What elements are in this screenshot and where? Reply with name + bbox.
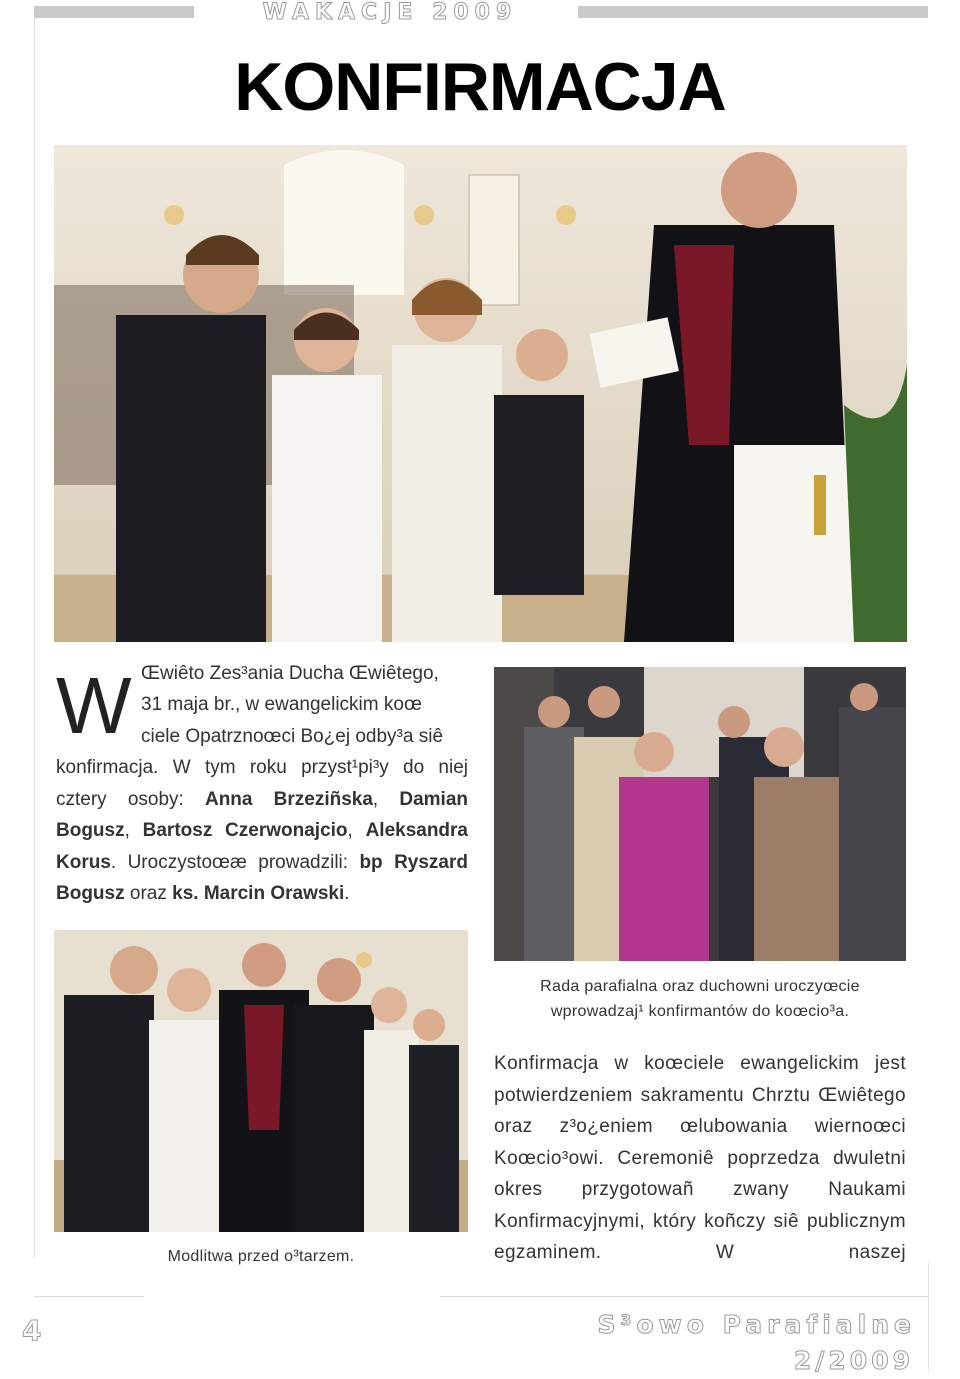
footer-vertical-rule [928, 1262, 929, 1372]
header-bar-right [578, 6, 928, 18]
clergy-name: bp Ryszard Bogusz [56, 851, 468, 904]
separator: , [372, 788, 400, 810]
margin-rule [34, 18, 35, 1258]
article-body-right: Konfirmacja w koœciele ewangelickim jest potwierdzeniem sakramentu Chrztu Œwiêtego oraz z³o¿eniem œlubowania wiernoœci Koœcio³owi. Ceremoniê poprzedza dwuletni okres przygotowañ zwany Naukami Konfirmacyjnymi, który koñczy siê publicznym egzaminem. W naszej [494, 1053, 906, 1263]
publication-name: S³owo Parafialne [597, 1310, 916, 1339]
intro-text: . [344, 883, 350, 904]
intro-line: Œwiêto Zes³ania Ducha Œwiêtego, [141, 663, 439, 684]
issue-number: 2/2009 [793, 1346, 914, 1375]
page-title: KONFIRMACJA [234, 49, 726, 125]
header-bar-left [34, 6, 194, 18]
separator: , [124, 820, 143, 841]
clergy-name: ks. Marcin Orawski [172, 883, 345, 904]
confirmand-name: Damian Bogusz [56, 788, 469, 841]
intro-line: 31 maja br., w ewangelickim koœ [141, 694, 422, 715]
main-photo-confirmation [54, 145, 907, 642]
procession-photo [494, 667, 906, 961]
footer-rule-left [34, 1296, 144, 1297]
section-header: WAKACJE 2009 [262, 0, 518, 25]
prayer-photo [54, 930, 468, 1232]
page-number: 4 [22, 1314, 42, 1347]
intro-text: oraz [124, 883, 173, 904]
prayer-caption: Modlitwa przed o³tarzem. [167, 1248, 355, 1265]
intro-text: konfirmacja. W tym roku przyst¹pi³y do niej cztery osoby: [56, 757, 468, 810]
caption-line: Rada parafialna oraz duchowni uroczyœcie [540, 978, 860, 995]
intro-line: ciele Opatrznoœci Bo¿ej odby³a siê [141, 726, 444, 747]
footer-rule-right [440, 1296, 928, 1297]
intro-paragraph [56, 752, 468, 910]
intro-text: . Uroczystoœæ prowadzili: [110, 851, 360, 873]
caption-line: wprowadzaj¹ konfirmantów do koœcio³a. [550, 1003, 850, 1020]
separator: , [347, 820, 366, 841]
confirmand-name: Anna Brzeziñska [204, 788, 373, 810]
confirmand-name: Bartosz Czerwonajcio [142, 820, 348, 841]
procession-caption [494, 974, 906, 1024]
confirmand-name: Aleksandra Korus [56, 820, 469, 873]
drop-cap: W [56, 661, 132, 750]
